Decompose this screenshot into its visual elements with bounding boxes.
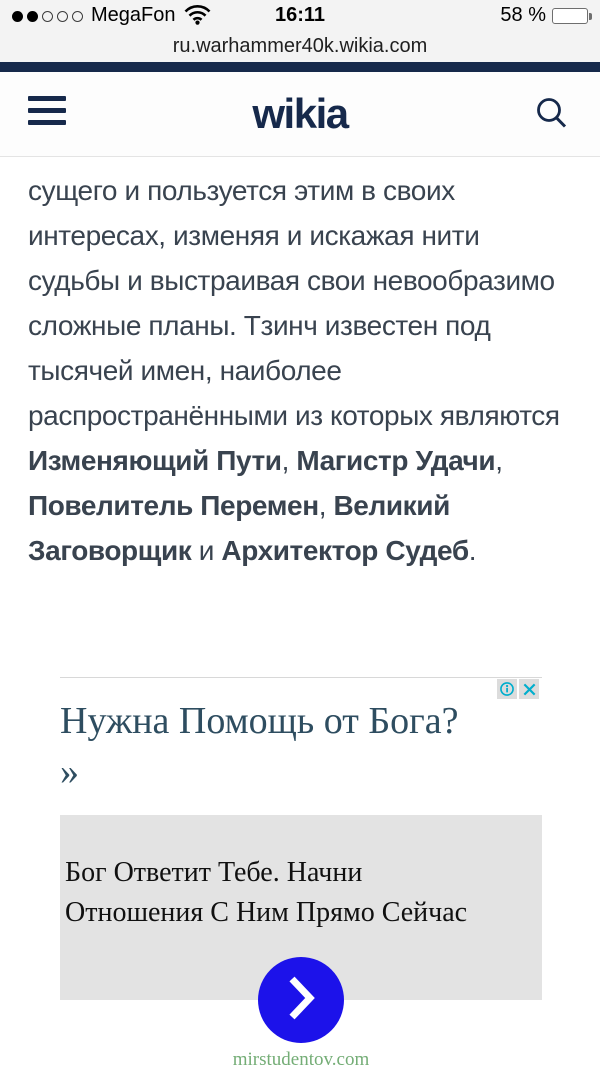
article-text: , bbox=[495, 445, 503, 476]
advertisement bbox=[60, 677, 542, 1067]
carrier-label: MegaFon bbox=[91, 4, 176, 26]
address-bar[interactable] bbox=[0, 31, 600, 62]
url-label[interactable]: ru.warhammer40k.wikia.com bbox=[172, 35, 428, 57]
ad-headline-link[interactable]: Нужна Помощь от Бога? » bbox=[60, 700, 459, 793]
header-accent-bar bbox=[0, 62, 600, 72]
wikia-logo[interactable]: wikia bbox=[252, 90, 348, 137]
ad-cta-button[interactable] bbox=[258, 957, 344, 1043]
clock-label: 16:11 bbox=[274, 4, 326, 26]
adchoices-info-icon[interactable] bbox=[497, 679, 517, 699]
search-icon[interactable] bbox=[534, 96, 570, 139]
article-text: , bbox=[281, 445, 297, 476]
article-text: сущего и пользуется этим в своих интересах, изменяя и искажая нити судьбы и выстраивая свои невообразимо сложные планы. Тзинч известен под тысячей имен, наиболее распространёнными из которых являются bbox=[28, 175, 560, 431]
article-paragraph bbox=[0, 157, 600, 573]
ad-display-url[interactable]: mirstudentov.com bbox=[232, 1049, 370, 1067]
ad-close-icon[interactable] bbox=[519, 679, 539, 699]
battery-percent-label: 58 % bbox=[500, 4, 546, 26]
wikia-header bbox=[0, 72, 600, 157]
ad-body-panel[interactable] bbox=[60, 815, 542, 1000]
ad-body-text: Бог Ответит Тебе. Начни Отношения С Ним Прямо Сейчас bbox=[65, 857, 468, 928]
chevron-right-icon bbox=[258, 955, 344, 1046]
article-text: и bbox=[191, 535, 222, 566]
article-link[interactable]: Архитектор Судеб bbox=[221, 535, 469, 566]
status-bar bbox=[0, 0, 600, 62]
battery-icon bbox=[552, 8, 588, 24]
article-link[interactable]: Магистр Удачи bbox=[296, 445, 496, 476]
article-text: . bbox=[468, 535, 477, 566]
article-link[interactable]: Великий Заговорщик bbox=[28, 490, 450, 566]
article-text: , bbox=[318, 490, 334, 521]
article-link[interactable]: Изменяющий Пути bbox=[28, 445, 282, 476]
article-link[interactable]: Повелитель Перемен bbox=[28, 490, 319, 521]
